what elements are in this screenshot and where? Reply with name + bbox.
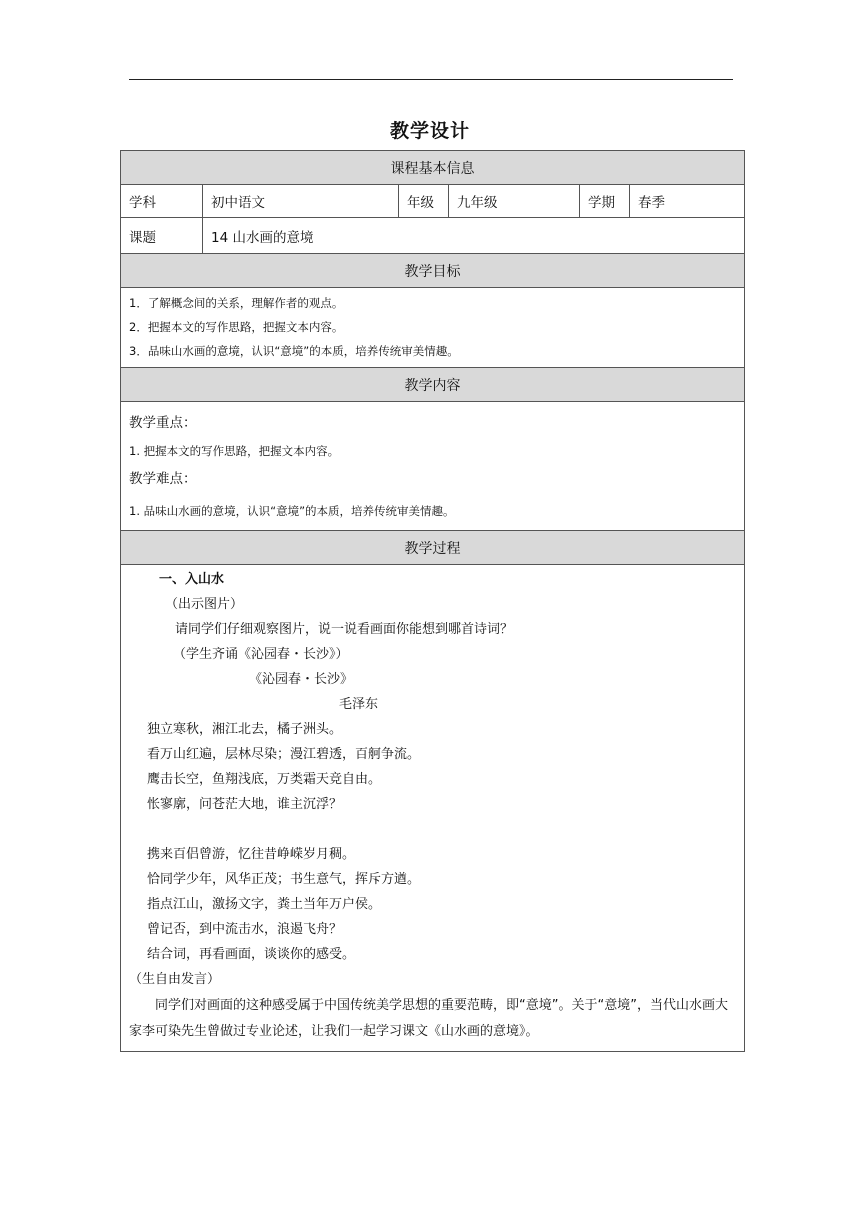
- section-objectives: 教学目标: [121, 254, 745, 288]
- key-points-label: 教学重点：: [129, 415, 197, 431]
- difficult-point-item: 1. 品味山水画的意境，认识“意境”的本质，培养传统审美情趣。: [129, 504, 455, 518]
- key-point-item: 1. 把握本文的写作思路，把握文本内容。: [129, 444, 340, 458]
- poem-line: 怅寥廓，问苍茫大地，谁主沉浮？: [147, 797, 343, 812]
- blank-line: [129, 817, 736, 842]
- process-line: 请同学们仔细观察图片，说一说看画面你能想到哪首诗词？: [175, 622, 514, 637]
- objectives-list: [121, 288, 745, 368]
- objective-item: 1．了解概念间的关系，理解作者的观点。: [129, 296, 344, 310]
- process-line: （生自由发言）: [129, 972, 221, 987]
- term-value: 春季: [630, 185, 745, 218]
- lesson-plan-table: [120, 150, 745, 1052]
- grade-value: 九年级: [449, 185, 580, 218]
- difficult-points-label: 教学难点：: [129, 471, 197, 487]
- process-paragraph: 同学们对画面的这种感受属于中国传统美学思想的重要范畴，即“意境”。关于“意境”，当代山水画大家李可染先生曾做过专业论述，让我们一起学习课文《山水画的意境》。: [129, 998, 728, 1039]
- poem-line: 鹰击长空，鱼翔浅底，万类霜天竞自由。: [147, 772, 382, 787]
- topic-value: 14 山水画的意境: [203, 218, 745, 254]
- process-line: （学生齐诵《沁园春・长沙》）: [173, 647, 349, 662]
- poem-line: 看万山红遍，层林尽染；漫江碧透，百舸争流。: [147, 747, 421, 762]
- poem-line: 恰同学少年，风华正茂；书生意气，挥斥方遒。: [147, 872, 421, 887]
- process-line: （出示图片）: [165, 597, 244, 612]
- objective-item: 3．品味山水画的意境，认识“意境”的本质，培养传统审美情趣。: [129, 344, 459, 358]
- poem-line: 独立寒秋，湘江北去，橘子洲头。: [147, 722, 343, 737]
- section-process: 教学过程: [121, 531, 745, 565]
- objective-item: 2．把握本文的写作思路，把握文本内容。: [129, 320, 344, 334]
- grade-label: 年级: [399, 185, 449, 218]
- section-content: 教学内容: [121, 368, 745, 402]
- subject-label: 学科: [121, 185, 203, 218]
- poem-title: 《沁园春・长沙》: [249, 672, 354, 687]
- term-label: 学期: [580, 185, 630, 218]
- process-body: [121, 565, 745, 1052]
- process-line: 结合词，再看画面，谈谈你的感受。: [147, 947, 356, 962]
- header-rule: [129, 79, 733, 80]
- subject-value: 初中语文: [203, 185, 399, 218]
- content-body: [121, 402, 745, 531]
- poem-line: 指点江山，激扬文字，粪土当年万户侯。: [147, 897, 382, 912]
- process-heading: 一、入山水: [159, 572, 225, 587]
- topic-label: 课题: [121, 218, 203, 254]
- poem-line: 携来百侣曾游，忆往昔峥嵘岁月稠。: [147, 847, 356, 862]
- poem-line: 曾记否，到中流击水，浪遏飞舟？: [147, 922, 343, 937]
- document-title: 教学设计: [389, 120, 470, 142]
- section-basic-info: 课程基本信息: [121, 151, 745, 185]
- poem-author: 毛泽东: [339, 697, 379, 712]
